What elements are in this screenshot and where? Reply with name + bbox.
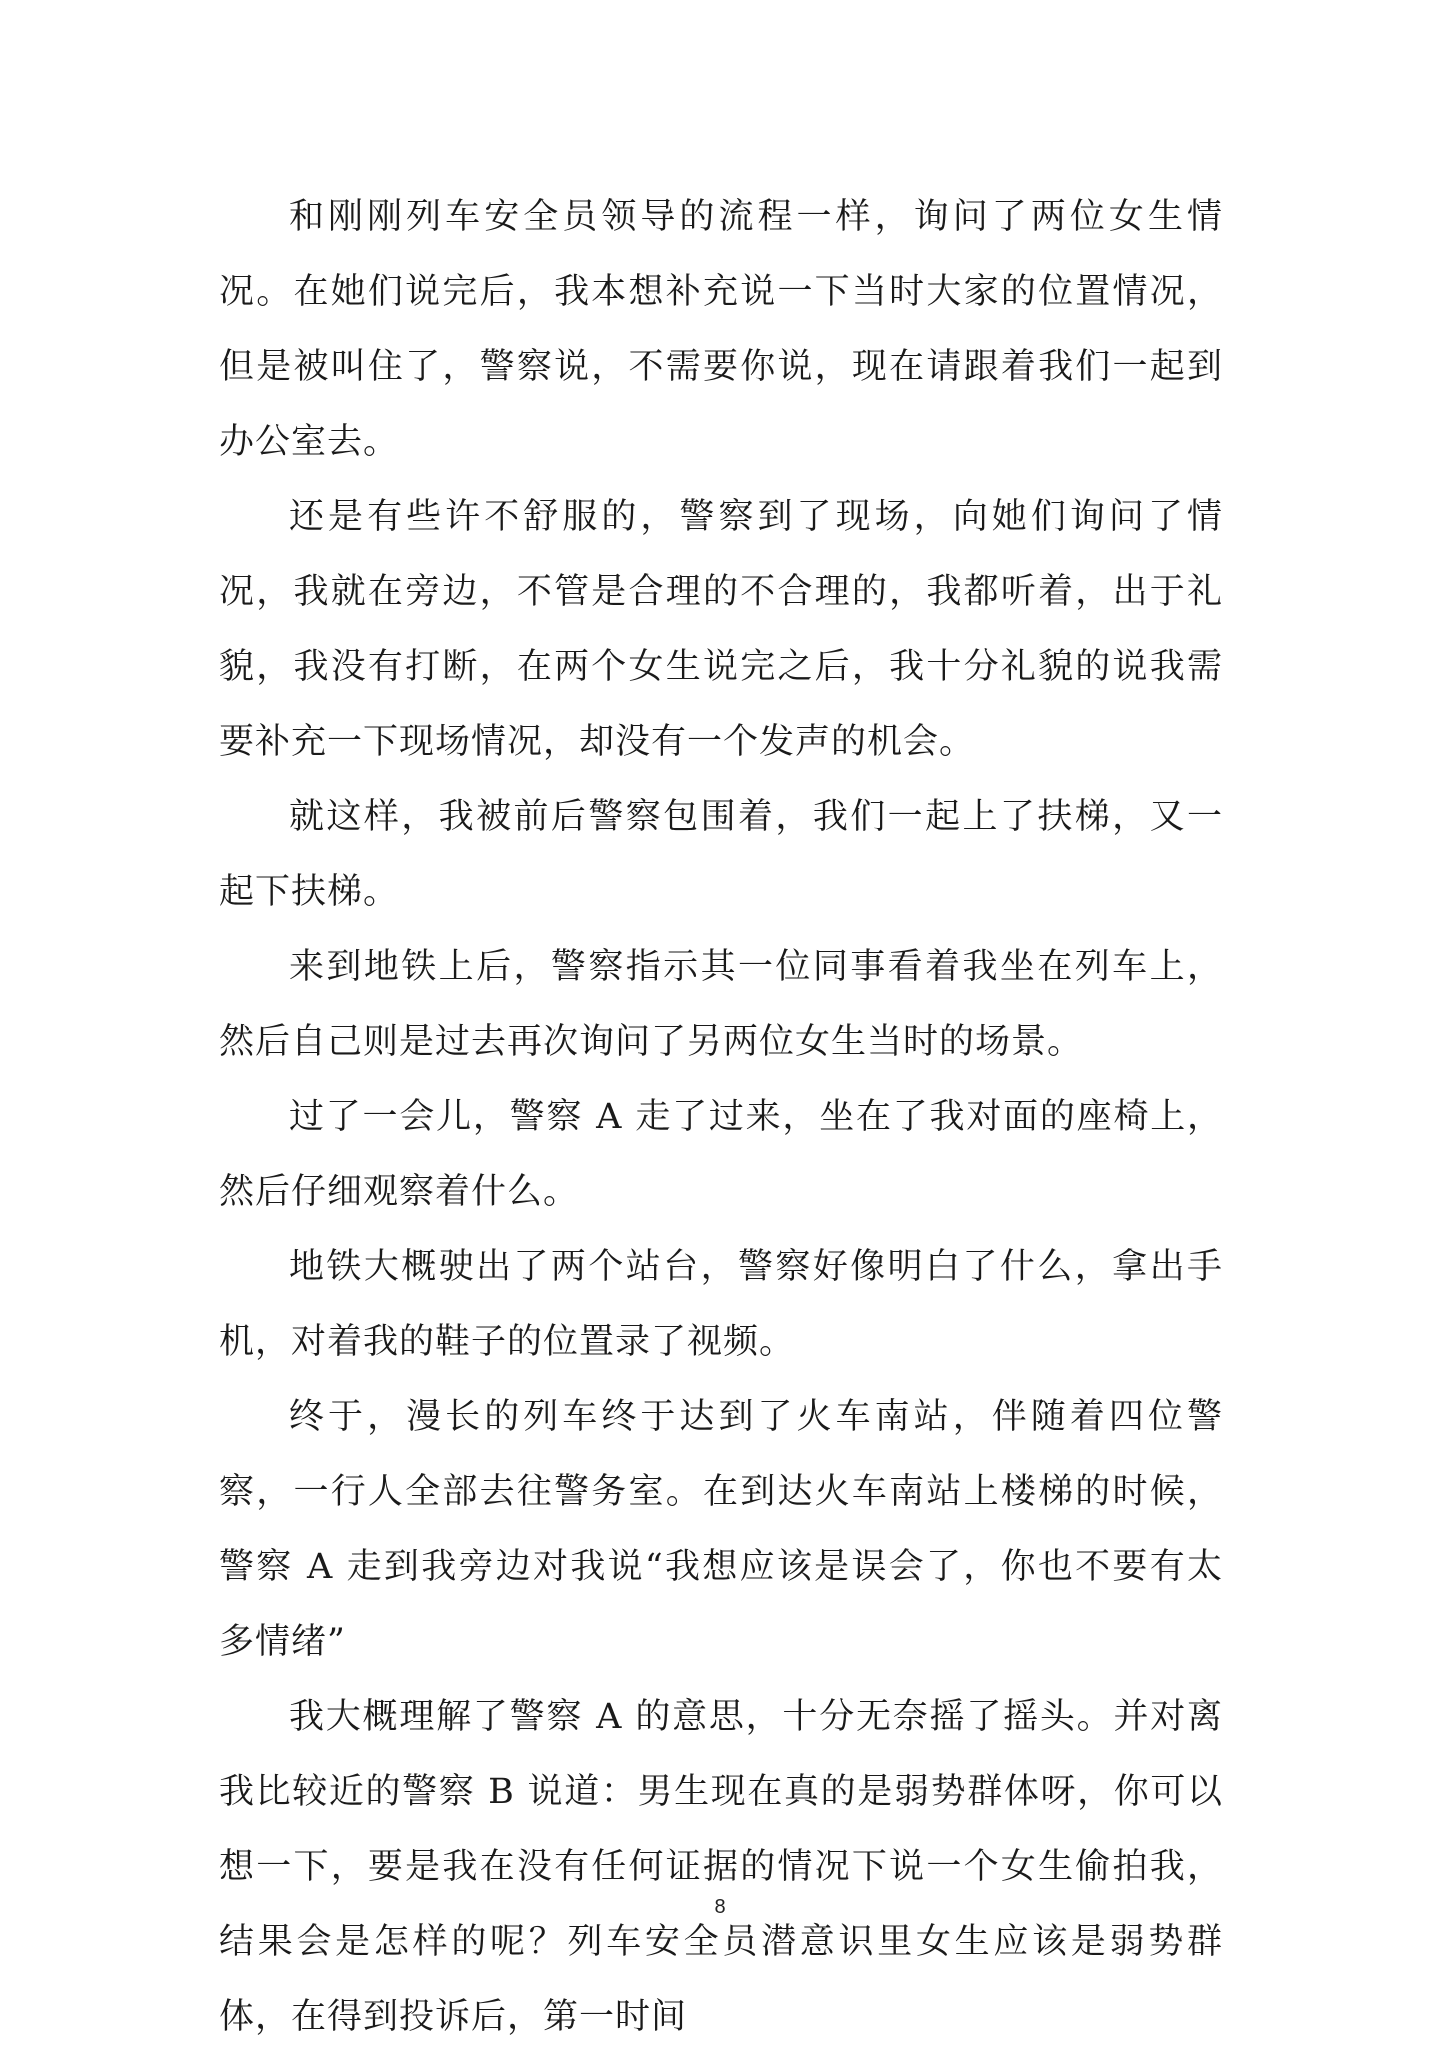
page-number: 8	[714, 1896, 726, 1918]
paragraph: 还是有些许不舒服的，警察到了现场，向她们询问了情况，我就在旁边，不管是合理的不合理的，我都听着，出于礼貌，我没有打断，在两个女生说完之后，我十分礼貌的说我需要补充一下现场情况，却没有一个发声的机会。	[219, 497, 1223, 762]
paragraph: 地铁大概驶出了两个站台，警察好像明白了什么，拿出手机，对着我的鞋子的位置录了视频。	[219, 1247, 1223, 1362]
paragraph: 过了一会儿，警察 A 走了过来，坐在了我对面的座椅上，然后仔细观察着什么。	[219, 1097, 1223, 1212]
paragraph: 终于，漫长的列车终于达到了火车南站，伴随着四位警察，一行人全部去往警务室。在到达火车南站上楼梯的时候，警察 A 走到我旁边对我说“我想应该是误会了，你也不要有太多情绪”	[219, 1397, 1223, 1662]
paragraph: 我大概理解了警察 A 的意思，十分无奈摇了摇头。并对离我比较近的警察 B 说道：男生现在真的是弱势群体呀，你可以想一下，要是我在没有任何证据的情况下说一个女生偷拍我，结果会是怎样的呢？列车安全员潜意识里女生应该是弱势群体，在得到投诉后，第一时间	[219, 1697, 1223, 2037]
body-text	[219, 180, 1223, 2055]
paragraph: 就这样，我被前后警察包围着，我们一起上了扶梯，又一起下扶梯。	[219, 797, 1223, 912]
paragraph: 来到地铁上后，警察指示其一位同事看着我坐在列车上，然后自己则是过去再次询问了另两位女生当时的场景。	[219, 947, 1223, 1062]
paragraph: 和刚刚列车安全员领导的流程一样，询问了两位女生情况。在她们说完后，我本想补充说一下当时大家的位置情况，但是被叫住了，警察说，不需要你说，现在请跟着我们一起到办公室去。	[219, 197, 1223, 462]
